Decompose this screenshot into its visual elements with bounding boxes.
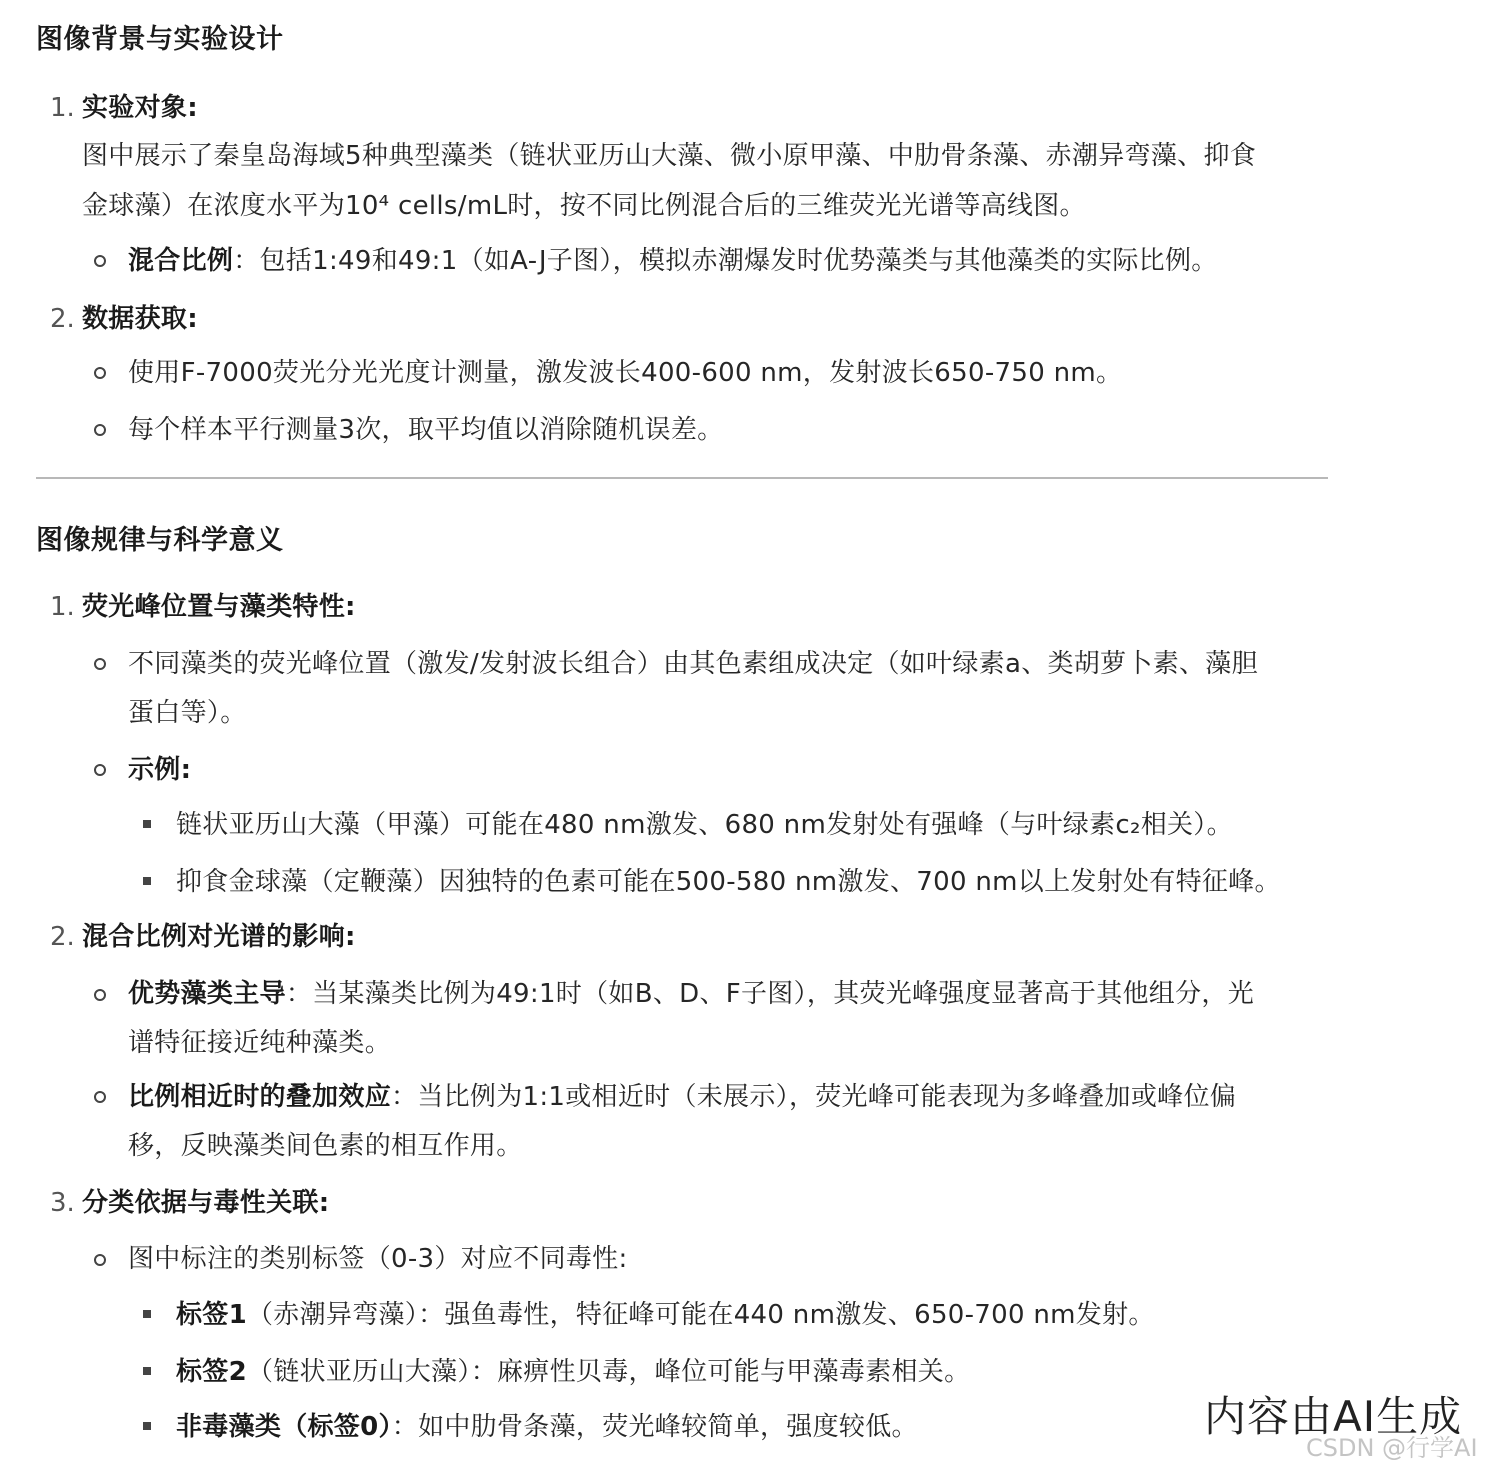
bullet-circle-icon [94, 1254, 106, 1266]
paragraph-line: 图中展示了秦皇岛海域5种典型藻类（链状亚历山大藻、微小原甲藻、中肋骨条藻、赤潮异弯藻、抑食 [82, 141, 1257, 171]
bullet-body: ：包括1:49和49:1（如A-J子图），模拟赤潮爆发时优势藻类与其他藻类的实际比例。 [233, 246, 1218, 276]
list-number: 3. [50, 1188, 75, 1218]
bullet-text [128, 244, 1218, 278]
bullet-text [128, 977, 1254, 1011]
bullet-square-icon [143, 1367, 151, 1375]
list-number: 2. [50, 304, 75, 334]
bullet-circle-icon [94, 255, 106, 267]
bullet-square-icon [143, 1422, 151, 1430]
sub-bullet-text [176, 1355, 970, 1389]
sub-bullet-label: 标签2 [176, 1357, 247, 1387]
bullet-text: 图中标注的类别标签（0-3）对应不同毒性: [128, 1244, 628, 1274]
list-number: 1. [50, 93, 75, 123]
paragraph-line: 金球藻）在浓度水平为10⁴ cells/mL时，按不同比例混合后的三维荧光光谱等高线图。 [82, 191, 1086, 221]
bullet-text: 每个样本平行测量3次，取平均值以消除随机误差。 [128, 415, 724, 445]
bullet-text [128, 1080, 1236, 1114]
bullet-square-icon [143, 820, 151, 828]
sub-bullet-text: 链状亚历山大藻（甲藻）可能在480 nm激发、680 nm发射处有强峰（与叶绿素c₂相关）。 [176, 810, 1233, 840]
sub-bullet-text [176, 1410, 918, 1444]
bullet-circle-icon [94, 1091, 106, 1103]
bullet-text-continued: 谱特征接近纯种藻类。 [128, 1028, 392, 1058]
sub-bullet-body: ：如中肋骨条藻，荧光峰较简单，强度较低。 [391, 1412, 918, 1442]
bullet-square-icon [143, 877, 151, 885]
bullet-circle-icon [94, 658, 106, 670]
sub-bullet-body: （赤潮异弯藻）：强鱼毒性，特征峰可能在440 nm激发、650-700 nm发射。 [247, 1300, 1155, 1330]
item-title-ratio: 混合比例对光谱的影响: [82, 922, 356, 952]
sub-bullet-body: （链状亚历山大藻）：麻痹性贝毒，峰位可能与甲藻毒素相关。 [247, 1357, 971, 1387]
ai-generated-watermark: 内容由AI生成 [1204, 1392, 1463, 1441]
bullet-body: ：当某藻类比例为49:1时（如B、D、F子图），其荧光峰强度显著高于其他组分，光 [285, 979, 1255, 1009]
bullet-text: 使用F-7000荧光分光光度计测量，激发波长400-600 nm，发射波长650-750 nm。 [128, 358, 1123, 388]
bullet-body: ：当比例为1:1或相近时（未展示），荧光峰可能表现为多峰叠加或峰位偏 [391, 1082, 1237, 1112]
item-title-subject: 实验对象: [82, 93, 198, 123]
sub-bullet-label: 非毒藻类（标签0） [176, 1412, 392, 1442]
item-title-data: 数据获取: [82, 304, 198, 334]
item-title-classification: 分类依据与毒性关联: [82, 1188, 330, 1218]
sub-bullet-label: 标签1 [176, 1300, 247, 1330]
item-title-peak: 荧光峰位置与藻类特性: [82, 592, 356, 622]
bullet-label: 混合比例 [128, 246, 234, 276]
bullet-circle-icon [94, 424, 106, 436]
section-heading-patterns: 图像规律与科学意义 [36, 525, 284, 556]
bullet-circle-icon [94, 764, 106, 776]
bullet-label: 优势藻类主导 [128, 979, 286, 1009]
list-number: 2. [50, 922, 75, 952]
list-number: 1. [50, 592, 75, 622]
sub-bullet-text: 抑食金球藻（定鞭藻）因独特的色素可能在500-580 nm激发、700 nm以上发射处有特征峰。 [176, 867, 1281, 897]
bullet-text: 不同藻类的荧光峰位置（激发/发射波长组合）由其色素组成决定（如叶绿素a、类胡萝卜素、藻胆 [128, 649, 1258, 679]
bullet-text-continued: 移，反映藻类间色素的相互作用。 [128, 1131, 523, 1161]
sub-bullet-text [176, 1298, 1155, 1332]
bullet-text-continued: 蛋白等）。 [128, 698, 247, 728]
section-heading-background: 图像背景与实验设计 [36, 24, 284, 55]
bullet-circle-icon [94, 989, 106, 1001]
bullet-label: 比例相近时的叠加效应 [128, 1082, 392, 1112]
bullet-square-icon [143, 1310, 151, 1318]
bullet-label: 示例: [128, 755, 192, 785]
divider [36, 477, 1328, 479]
bullet-circle-icon [94, 367, 106, 379]
source-watermark: CSDN @行学AI [1306, 1434, 1478, 1462]
